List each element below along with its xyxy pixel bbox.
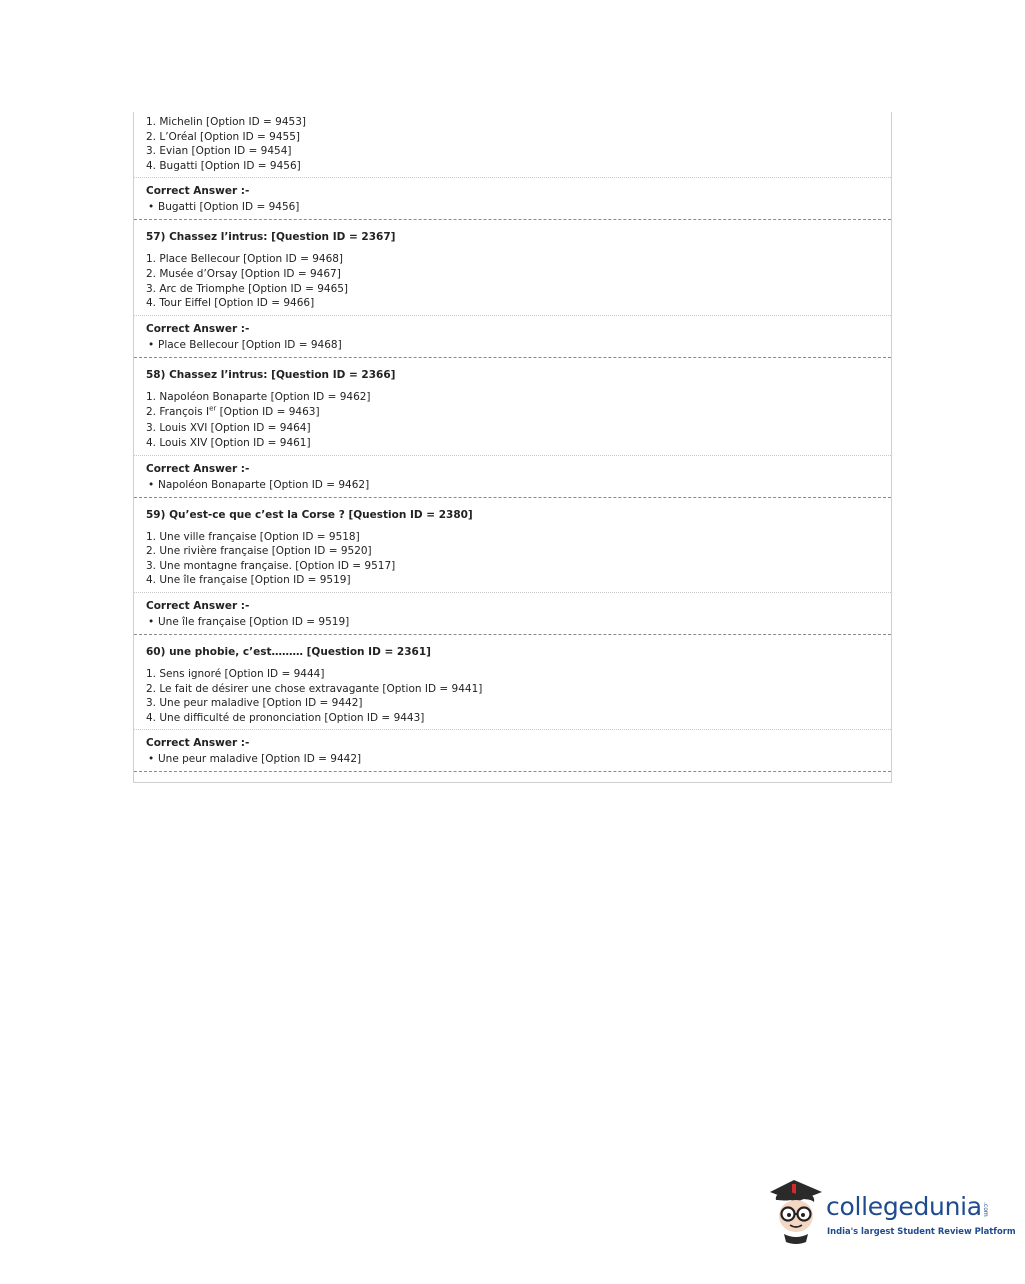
bullet-icon: • — [148, 753, 155, 766]
bullet-icon: • — [148, 478, 155, 491]
question-title: 58) Chassez l’intrus: [Question ID = 2366] — [146, 368, 396, 381]
question-title: 59) Qu’est-ce que c’est la Corse ? [Question ID = 2380] — [146, 508, 473, 521]
logo-suffix: .com — [982, 1202, 989, 1217]
correct-answer: • Bugatti [Option ID = 9456] — [148, 201, 300, 214]
options-list — [146, 530, 879, 588]
option-item: 2. Musée d’Orsay [Option ID = 9467] — [146, 267, 341, 280]
correct-answer: • Place Bellecour [Option ID = 9468] — [148, 338, 342, 351]
question-title: 60) une phobie, c’est……… [Question ID = 2361] — [146, 645, 431, 658]
correct-answer-section — [134, 316, 891, 357]
option-item: 2. Une rivière française [Option ID = 9520] — [146, 545, 372, 558]
question-57 — [134, 220, 891, 314]
correct-answer-section — [134, 730, 891, 771]
correct-answer-heading: Correct Answer :- — [146, 737, 250, 750]
bullet-icon: • — [148, 615, 155, 628]
bullet-icon: • — [148, 338, 155, 351]
correct-answer-heading: Correct Answer :- — [146, 185, 250, 198]
options-list — [146, 390, 879, 451]
correct-answer-section — [134, 456, 891, 497]
correct-answer: • Napoléon Bonaparte [Option ID = 9462] — [148, 478, 370, 491]
option-item: 3. Une peur maladive [Option ID = 9442] — [146, 697, 363, 710]
correct-answer-section — [134, 178, 891, 219]
mascot-icon — [766, 1178, 828, 1248]
option-item: 3. Une montagne française. [Option ID = 9517] — [146, 559, 396, 572]
options-list — [134, 112, 891, 177]
option-item: 2. Le fait de désirer une chose extravagante [Option ID = 9441] — [146, 682, 483, 695]
option-item: 4. Une île française [Option ID = 9519] — [146, 574, 351, 587]
option-item: 1. Sens ignoré [Option ID = 9444] — [146, 667, 325, 680]
option-item: 4. Tour Eiffel [Option ID = 9466] — [146, 297, 315, 310]
option-item: 4. Louis XIV [Option ID = 9461] — [146, 436, 311, 449]
correct-answer-heading: Correct Answer :- — [146, 599, 250, 612]
question-60 — [134, 635, 891, 729]
question-title: 57) Chassez l’intrus: [Question ID = 2367] — [146, 231, 396, 244]
logo-wordmark: collegedunia — [826, 1192, 982, 1221]
option-item: 1. Place Bellecour [Option ID = 9468] — [146, 253, 344, 266]
correct-answer-heading: Correct Answer :- — [146, 322, 250, 335]
question-58 — [134, 358, 891, 455]
correct-answer: • Une île française [Option ID = 9519] — [148, 615, 350, 628]
options-list — [146, 667, 879, 725]
option-item: 2. François Ier [Option ID = 9463] — [146, 404, 320, 419]
bullet-icon: • — [148, 201, 155, 214]
sheet-tail — [134, 772, 891, 782]
question-59 — [134, 498, 891, 592]
collegedunia-logo[interactable] — [766, 1178, 1016, 1248]
option-item: 4. Bugatti [Option ID = 9456] — [146, 159, 301, 172]
option-item: 1. Michelin [Option ID = 9453] — [146, 116, 306, 128]
correct-answer: • Une peur maladive [Option ID = 9442] — [148, 753, 362, 766]
option-item: 1. Napoléon Bonaparte [Option ID = 9462] — [146, 390, 371, 403]
correct-answer-section — [134, 593, 891, 634]
question-paper — [133, 112, 892, 783]
option-item: 4. Une difficulté de prononciation [Option ID = 9443] — [146, 711, 425, 724]
option-item: 3. Louis XVI [Option ID = 9464] — [146, 422, 311, 435]
options-list — [146, 252, 879, 310]
correct-answer-heading: Correct Answer :- — [146, 462, 250, 475]
option-item: 3. Evian [Option ID = 9454] — [146, 145, 292, 158]
option-item: 3. Arc de Triomphe [Option ID = 9465] — [146, 282, 349, 295]
option-item: 2. L’Oréal [Option ID = 9455] — [146, 130, 300, 143]
option-item: 1. Une ville française [Option ID = 9518] — [146, 530, 360, 543]
logo-tagline: India's largest Student Review Platform — [827, 1226, 1016, 1236]
